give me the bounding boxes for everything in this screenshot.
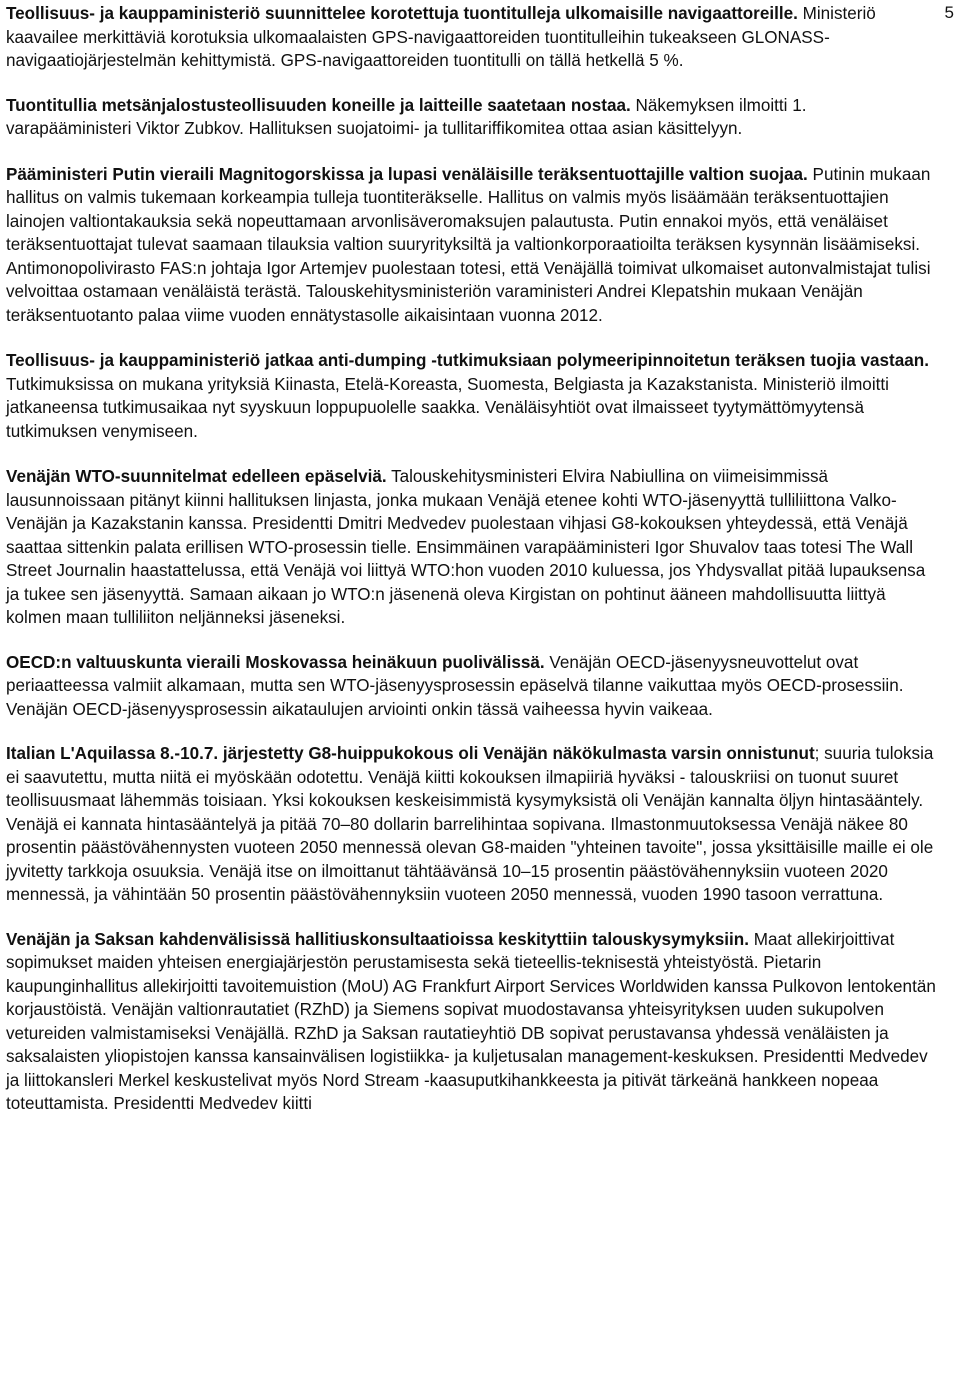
paragraph-body: Maat allekirjoittivat sopimukset maiden yhteisen energiajärjestön perustamisesta sekä tieteellis-teknisestä yhteistyöstä. Pietarin kaupunginhallitus allekirjoitti tavoitemuistion (MoU) AG Frankfurt Airport Services Worldwiden kanssa Pulkovon lentokentän korjaustöistä. Venäjän valtionrautatiet (RZhD) ja Siemens sopivat muodostavansa yhteisyrityksen uuden sukupolven vetureiden valmistamiseksi Venäjällä. RZhD ja Saksan rautatieyhtiö DB sopivat perustavansa yhdessä venäläisten ja saksalaisten yliopistojen kanssa kansainvälisen logistiikka- ja kuljetusalan management-keskuksen. Presidentti Medvedev ja liittokansleri Merkel keskustelivat myös Nord Stream -kaasuputkihankkeesta ja pitivät tärkeänä hankkeen nopeaa toteuttamista. Presidentti Medvedev kiitti [6,929,936,1113]
paragraph-anti-dumping [6,349,936,443]
paragraph-oecd-delegation [6,651,936,722]
paragraph-body: ; suuria tuloksia ei saavutettu, mutta niitä ei myöskään odotettu. Venäjä kiitti kokouksen ilmapiiriä hyväksi - talouskriisi on tuonut suuret teollisuusmaat lähemmäs toisiaan. Yksi kokouksen keskeisimmistä kysymyksistä oli Venäjän kannalta öljyn hintasääntely. Venäjä ei kannata hintasääntelyä ja pitää 70–80 dollarin barrelihintaa sopivana. Ilmastonmuutoksessa Venäjä näkee 80 prosentin päästövähennysten vuoteen 2050 mennessä olevan G8-maiden "yhteinen tavoite", jossa yksittäisille maille ei ole jyvitetty tarkkoja osuuksia. Venäjä itse on ilmoittanut tähtäävänsä 10–15 prosentin päästövähennyksiin vuoteen 2020 mennessä, ja vähintään 50 prosentin päästövähennyksiin vuoteen 2050 mennessä, vuoden 1990 tasoon verrattuna. [6,744,934,904]
page-number: 5 [944,3,954,22]
paragraph-lead: Teollisuus- ja kauppaministeriö suunnittelee korotettuja tuontitulleja ulkomaisille navigaattoreille. [6,4,798,23]
document-body [6,0,936,1116]
paragraph-gps-navigator-tariffs [6,0,936,73]
paragraph-putin-magnitogorsk [6,163,936,328]
paragraph-body: Ministeriö kaavailee merkittäviä korotuksia ulkomaalaisten GPS-navigaattoreiden tuontitulleihin tukeakseen GLONASS-navigaatiojärjestelmän kehittymistä. GPS-navigaattoreiden tuontitulli on tällä hetkellä 5 %. [6,4,876,70]
paragraph-wto-plans [6,465,936,630]
paragraph-body: Talouskehitysministeri Elvira Nabiullina on viimeisimmissä lausunnoissaan pitänyt kiinni hallituksen linjasta, jonka mukaan Venäjä etenee kohti WTO-jäsenyyttä tulliliittona Valko-Venäjän ja Kazakstanin kanssa. Presidentti Dmitri Medvedev puolestaan vihjasi G8-kokouksen yhteydessä, että Venäjä saattaa sittenkin palata erillisen WTO-prosessin tielle. Ensimmäinen varapääministeri Igor Shuvalov taas totesi The Wall Street Journalin haastattelussa, että Venäjä voi liittyä WTO:hon vuoden 2010 kuluessa, jos Yhdysvallat pitää lupauksensa ja tukee sen jäsenyyttä. Samaan aikaan jo WTO:n jäsenenä oleva Kirgistan on pohtinut ääneen mahdollisuutta liittyä kolmen maan tulliliiton neljänneksi jäseneksi. [6,467,926,627]
paragraph-body: Venäjän OECD-jäsenyysneuvottelut ovat periaatteessa valmiit alkamaan, mutta sen WTO-jäsenyysprosessin epäselvä tilanne vaikuttaa myös OECD-prosessiin. Venäjän OECD-jäsenyysprosessin aikataulujen arviointi onkin tässä vaiheessa hyvin vaikeaa. [6,652,904,719]
paragraph-forestry-machinery-tariffs [6,94,936,141]
paragraph-lead: Tuontitullia metsänjalostusteollisuuden koneille ja laitteille saatetaan nostaa. [6,95,631,115]
paragraph-lead: Italian L'Aquilassa 8.-10.7. järjestetty G8-huippukokous oli Venäjän näkökulmasta varsin onnistunut [6,744,815,763]
paragraph-lead: Teollisuus- ja kauppaministeriö jatkaa anti-dumping -tutkimuksiaan polymeeripinnoitetun teräksen tuojia vastaan. [6,351,929,370]
paragraph-body: Tutkimuksissa on mukana yrityksiä Kiinasta, Etelä-Koreasta, Suomesta, Belgiasta ja Kazakstanista. Ministeriö ilmoitti jatkaneensa tutkimusaikaa nyt syyskuun loppupuolelle saakka. Venäläisyhtiöt ovat ilmaisseet tyytymättömyytensä tutkimuksen venymiseen. [6,374,889,441]
paragraph-body: Näkemyksen ilmoitti 1. varapääministeri Viktor Zubkov. Hallituksen suojatoimi- ja tullitariffikomitea ottaa asian käsittelyyn. [6,95,807,138]
paragraph-russia-germany-consultations [6,928,936,1116]
paragraph-lead: Pääministeri Putin vieraili Magnitogorskissa ja lupasi venäläisille teräksentuottajille valtion suojaa. [6,164,808,184]
paragraph-g8-summit [6,742,936,907]
paragraph-lead: Venäjän ja Saksan kahdenvälisissä hallitiuskonsultaatioissa keskityttiin talouskysymyksiin. [6,929,749,949]
paragraph-lead: Venäjän WTO-suunnitelmat edelleen epäselviä. [6,467,387,486]
paragraph-body: Putinin mukaan hallitus on valmis tukemaan korkeampia tulleja tuontiteräkselle. Hallitus on valmis myös lisäämään teräksentuottajien lainojen valtiontakauksia sekä nopeuttamaan arvonlisäveromaksujen palautusta. Putin ennakoi myös, että venäläiset teräksentuottajat tulevat saamaan tilauksia valtion suuryrityksiltä ja valtionkorporaatioilta teräksen kysynnän lisäämiseksi. Antimonopolivirasto FAS:n johtaja Igor Artemjev puolestaan totesi, että Venäjällä toimivat ulkomaiset autonvalmistajat tulisi velvoittaa ostamaan venäläistä terästä. Talouskehitysministeriön varaministeri Andrei Klepatshin mukaan Venäjän teräksentuotanto palaa viime vuoden ennätystasolle aikaisintaan vuonna 2012. [6,164,931,325]
paragraph-lead: OECD:n valtuuskunta vieraili Moskovassa heinäkuun puolivälissä. [6,652,545,672]
